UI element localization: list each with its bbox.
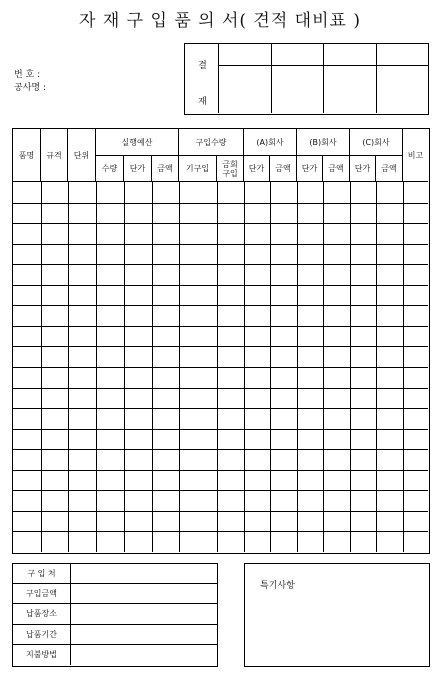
table-row-line xyxy=(13,285,428,286)
purchase-info-value[interactable] xyxy=(71,625,217,644)
table-row-line xyxy=(13,408,428,409)
purchase-info-label: 구 입 처 xyxy=(13,564,71,583)
purchase-info-box xyxy=(12,563,218,667)
table-row-line xyxy=(13,203,428,204)
purchase-info-label: 납품기간 xyxy=(13,625,71,644)
number-label: 번 호 : xyxy=(14,70,41,80)
table-row-line xyxy=(13,367,428,368)
approval-label-top: 결 xyxy=(198,61,207,71)
header-unit: 단위 xyxy=(68,129,96,182)
header-company-b: (B)회사 xyxy=(297,129,350,156)
table-column-line xyxy=(244,182,245,552)
table-column-line xyxy=(217,182,218,552)
header-company-c-amount: 금액 xyxy=(376,156,403,182)
approval-label-bottom: 재 xyxy=(198,97,207,107)
table-row-line xyxy=(13,346,428,347)
purchase-info-value[interactable] xyxy=(71,604,217,623)
header-item: 품명 xyxy=(13,129,41,182)
header-company-a: (A)회사 xyxy=(244,129,297,156)
table-column-line xyxy=(403,182,404,552)
header-previous: 기구입 xyxy=(179,156,217,182)
table-column-line xyxy=(297,182,298,552)
table-row-line xyxy=(13,244,428,245)
table-column-line xyxy=(68,182,69,552)
header-note: 비고 xyxy=(403,129,428,182)
header-company-a-price: 단가 xyxy=(244,156,270,182)
header-company-b-price: 단가 xyxy=(297,156,323,182)
table-row-line xyxy=(13,470,428,471)
table-column-line xyxy=(179,182,180,552)
table-column-line xyxy=(376,182,377,552)
header-budget-amount: 금액 xyxy=(152,156,179,182)
header-budget-price: 단가 xyxy=(124,156,152,182)
header-company-c: (C)회사 xyxy=(350,129,403,156)
purchase-info-value[interactable] xyxy=(71,645,217,665)
table-row-line xyxy=(13,531,428,532)
table-column-line xyxy=(124,182,125,552)
purchase-info-label: 납품장소 xyxy=(13,604,71,623)
table-row-line xyxy=(13,305,428,306)
signature-slot-2[interactable] xyxy=(272,66,323,113)
remarks-label: 특기사항 xyxy=(260,581,295,591)
purchase-info-row xyxy=(13,604,217,624)
purchase-info-value[interactable] xyxy=(71,564,217,583)
document-title: 자 재 구 입 품 의 서( 견적 대비표 ) xyxy=(79,11,361,31)
remarks-box[interactable] xyxy=(244,563,430,667)
purchase-info-label: 지불방법 xyxy=(13,645,71,665)
table-row-line xyxy=(13,511,428,512)
signature-slot-3[interactable] xyxy=(324,66,376,113)
document-info xyxy=(14,69,46,95)
estimate-table xyxy=(12,128,430,554)
approval-box xyxy=(184,43,429,115)
header-company-b-amount: 금액 xyxy=(323,156,350,182)
table-row-line xyxy=(13,388,428,389)
table-column-line xyxy=(323,182,324,552)
header-company-a-amount: 금액 xyxy=(270,156,297,182)
table-column-line xyxy=(270,182,271,552)
signature-slot-4[interactable] xyxy=(377,66,428,113)
header-spec: 규격 xyxy=(41,129,68,182)
table-column-line xyxy=(41,182,42,552)
header-current: 금회 구입 xyxy=(217,156,244,182)
table-column-line xyxy=(96,182,97,552)
table-row-line xyxy=(13,449,428,450)
table-row-line xyxy=(13,264,428,265)
purchase-info-label: 구입금액 xyxy=(13,584,71,603)
table-row-line xyxy=(13,490,428,491)
table-column-line xyxy=(152,182,153,552)
header-purchase-qty: 구입수량 xyxy=(179,129,244,156)
purchase-info-row xyxy=(13,584,217,604)
purchase-info-row xyxy=(13,625,217,645)
header-budget-qty: 수량 xyxy=(96,156,124,182)
header-budget: 실행예산 xyxy=(96,129,179,156)
table-row-line xyxy=(13,223,428,224)
table-row-line xyxy=(13,429,428,430)
purchase-info-row xyxy=(13,645,217,665)
purchase-info-row xyxy=(13,564,217,584)
table-column-line xyxy=(350,182,351,552)
table-row-line xyxy=(13,326,428,327)
purchase-info-value[interactable] xyxy=(71,584,217,603)
header-company-c-price: 단가 xyxy=(350,156,376,182)
signature-slot-1[interactable] xyxy=(219,66,271,113)
project-name-label: 공사명 : xyxy=(14,83,46,93)
